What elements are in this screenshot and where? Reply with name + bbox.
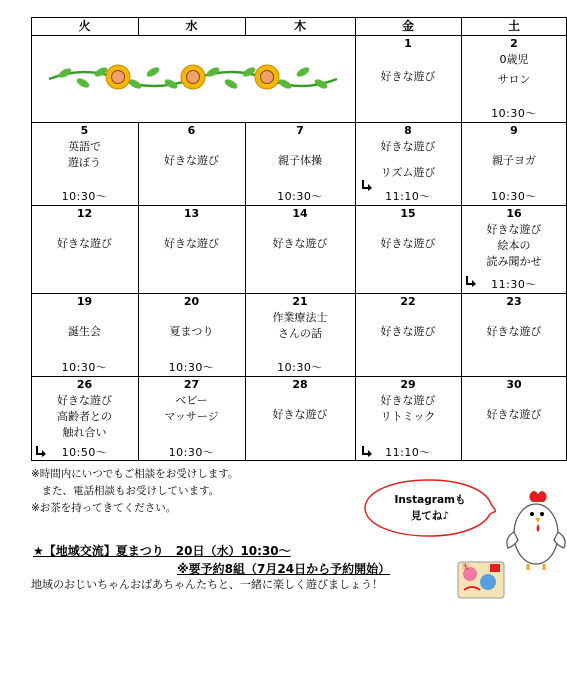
header-wed: 水 <box>185 19 198 33</box>
day-number: 22 <box>400 295 416 308</box>
activity: 好きな遊び <box>380 394 436 407</box>
day-number: 14 <box>292 207 308 220</box>
activity: リトミック <box>380 410 436 423</box>
activity: 好きな遊び <box>57 394 112 407</box>
event-description: 地域のおじいちゃんおばあちゃんたちと、一緒に楽しく遊びましょう！ <box>31 578 383 591</box>
time: 11:10～ <box>385 446 431 459</box>
summer-festival-illustration <box>456 556 506 600</box>
time: 10:30～ <box>168 446 215 459</box>
activity: 好きな遊び <box>380 140 436 153</box>
svg-text:氷: 氷 <box>462 563 469 571</box>
activity: 好きな遊び <box>57 237 112 250</box>
day-5-cell <box>31 122 138 205</box>
day-number: 26 <box>76 378 93 391</box>
time: 10:30～ <box>491 107 537 120</box>
day-number: 1 <box>404 37 412 50</box>
header-fri: 金 <box>401 19 414 33</box>
day-number: 7 <box>296 124 304 137</box>
calendar <box>31 17 567 461</box>
activity: さんの話 <box>278 327 322 340</box>
bubble-line: Instagramも <box>394 494 466 506</box>
day-number: 20 <box>183 295 200 308</box>
day-20-cell <box>138 293 245 376</box>
note-line: ※お茶を持ってきてください。 <box>31 502 177 514</box>
activity: 絵本の <box>497 239 531 252</box>
day-number: 9 <box>510 124 518 137</box>
activity: 好きな遊び <box>486 408 542 421</box>
day-27-cell <box>138 376 245 461</box>
day-8-cell <box>355 122 461 205</box>
time: 11:10～ <box>385 190 431 203</box>
activity: 読み聞かせ <box>486 255 542 268</box>
activity: 触れ合い <box>62 426 107 439</box>
time: 10:30～ <box>491 190 537 203</box>
activity: 親子体操 <box>278 154 322 167</box>
activity: 好きな遊び <box>380 325 436 338</box>
day-number: 13 <box>183 207 200 220</box>
activity: マッサージ <box>164 410 219 423</box>
activity: サロン <box>497 73 531 86</box>
day-22-cell <box>355 293 461 376</box>
header-thu: 木 <box>293 19 306 33</box>
time: 10:30～ <box>277 361 323 374</box>
day-12-cell <box>31 205 138 293</box>
activity: 高齢者との <box>57 410 112 423</box>
day-1-cell <box>355 35 461 122</box>
day-number: 6 <box>187 124 196 137</box>
day-number: 21 <box>292 295 308 308</box>
header-sat: 土 <box>507 19 520 33</box>
day-number: 12 <box>76 207 93 220</box>
activity: 好きな遊び <box>272 408 328 421</box>
activity: 好きな遊び <box>486 325 542 338</box>
chicken-illustration <box>500 488 566 572</box>
sunflower-garland-illustration <box>45 61 341 93</box>
time: 10:30～ <box>277 190 323 203</box>
activity: 夏まつり <box>169 325 214 338</box>
day-23-cell <box>461 293 567 376</box>
day-number: 29 <box>400 378 416 391</box>
instagram-callout[interactable] <box>378 492 482 524</box>
time: 10:30～ <box>168 361 215 374</box>
day-number: 5 <box>80 124 89 137</box>
activity: 親子ヨガ <box>492 154 536 167</box>
day-6-cell <box>138 122 245 205</box>
day-number: 8 <box>404 124 412 137</box>
day-14-cell <box>245 205 355 293</box>
day-16-cell <box>461 205 567 293</box>
activity: 好きな遊び <box>380 70 436 83</box>
time: 10:30～ <box>61 190 108 203</box>
time: 10:50～ <box>61 446 108 459</box>
activity: 好きな遊び <box>272 237 328 250</box>
activity: 誕生会 <box>68 325 101 338</box>
activity: リズム遊び <box>380 166 436 179</box>
day-28-cell <box>245 376 355 461</box>
day-number: 27 <box>183 378 200 391</box>
activity: 好きな遊び <box>164 237 219 250</box>
day-number: 28 <box>292 378 308 391</box>
day-21-cell <box>245 293 355 376</box>
day-number: 19 <box>76 295 93 308</box>
day-7-cell <box>245 122 355 205</box>
bubble-line: 見てね♪ <box>410 510 450 522</box>
note-line: また、電話相談もお受けしています。 <box>31 485 220 497</box>
day-number: 16 <box>506 207 522 220</box>
day-30-cell <box>461 376 567 461</box>
time: 11:30～ <box>491 278 537 291</box>
activity: 英語で <box>68 140 101 153</box>
activity: 作業療法士 <box>272 311 328 324</box>
activity: 好きな遊び <box>164 154 219 167</box>
activity: 0歳児 <box>499 53 529 66</box>
day-13-cell <box>138 205 245 293</box>
time: 10:30～ <box>61 361 108 374</box>
day-number: 23 <box>506 295 522 308</box>
day-15-cell <box>355 205 461 293</box>
day-2-cell <box>461 35 567 122</box>
activity: 遊ぼう <box>68 156 101 169</box>
day-number: 15 <box>400 207 416 220</box>
header-tue: 火 <box>78 19 91 33</box>
day-26-cell <box>31 376 138 461</box>
activity: 好きな遊び <box>380 237 436 250</box>
day-29-cell <box>355 376 461 461</box>
activity: ベビー <box>175 394 208 407</box>
event-title: ★【地域交流】夏まつり 20日（水）10:30～ <box>33 544 291 558</box>
activity: 好きな遊び <box>486 223 542 236</box>
note-line: ※時間内にいつでもご相談をお受けします。 <box>31 468 239 480</box>
day-9-cell <box>461 122 567 205</box>
day-19-cell <box>31 293 138 376</box>
notes <box>31 466 238 517</box>
day-number: 30 <box>506 378 522 391</box>
day-number: 2 <box>510 37 518 50</box>
event-reservation-note: ※要予約8組（7月24日から予約開始） <box>177 562 391 576</box>
